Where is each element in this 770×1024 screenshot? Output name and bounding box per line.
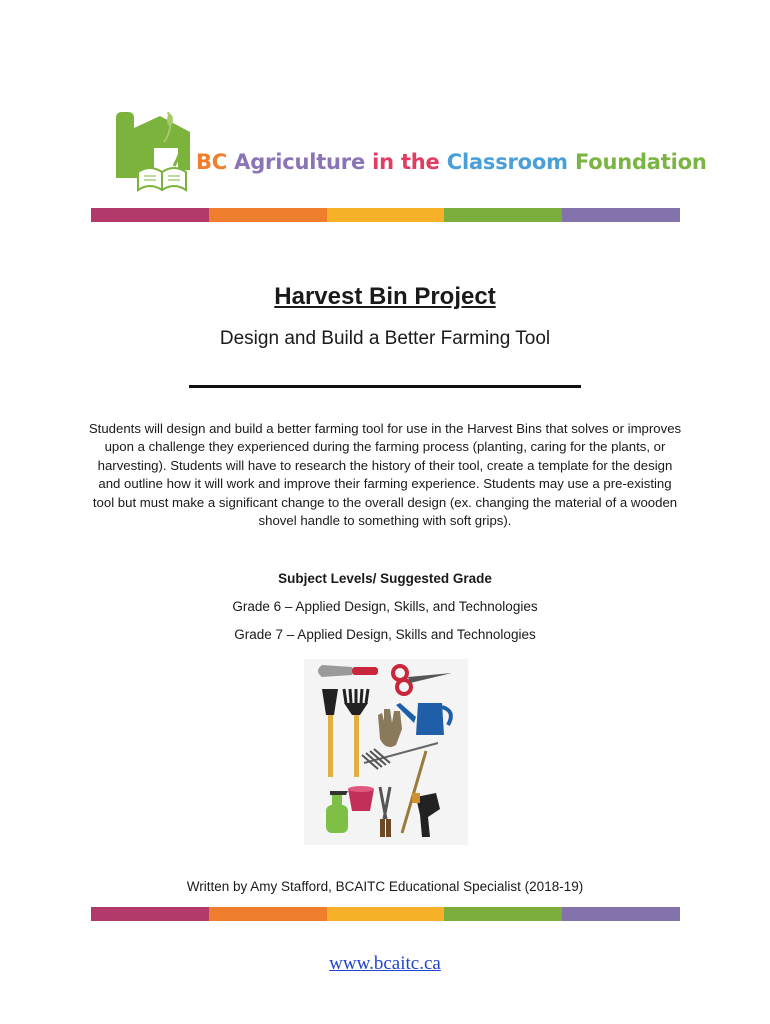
stripe-segment xyxy=(91,907,209,921)
logo-bc: BC xyxy=(196,150,228,174)
logo-foundation: Foundation xyxy=(574,150,707,174)
stripe-segment xyxy=(562,208,680,222)
subject-levels-heading: Subject Levels/ Suggested Grade xyxy=(278,571,492,586)
grade-line: Grade 6 – Applied Design, Skills, and Technologies xyxy=(232,599,538,614)
stripe-segment xyxy=(444,907,562,921)
color-stripe-top xyxy=(91,208,680,222)
stripe-segment xyxy=(562,907,680,921)
author-credit: Written by Amy Stafford, BCAITC Educational Specialist (2018-19) xyxy=(186,879,584,894)
page-subtitle: Design and Build a Better Farming Tool xyxy=(219,328,551,349)
stripe-segment xyxy=(209,208,327,222)
farming-tools-illustration xyxy=(304,659,468,845)
website-link[interactable]: www.bcaitc.ca xyxy=(329,953,441,974)
stripe-segment xyxy=(327,208,445,222)
stripe-segment xyxy=(209,907,327,921)
logo-in-the: in the xyxy=(372,150,440,174)
logo-agriculture: Agriculture xyxy=(234,150,365,174)
page-title: Harvest Bin Project xyxy=(274,283,496,310)
barn-book-icon xyxy=(116,112,190,190)
grade-line: Grade 7 – Applied Design, Skills and Technologies xyxy=(234,627,536,642)
stripe-segment xyxy=(91,208,209,222)
stripe-segment xyxy=(327,907,445,921)
color-stripe-bottom xyxy=(91,907,680,921)
logo-classroom: Classroom xyxy=(446,150,568,174)
project-description: Students will design and build a better farming tool for use in the Harvest Bins that solves or improves upon a challenge they experienced during the farming process (planting, caring for the plants, or harvesting). Students will have to research the history of their tool, create a template for the design and outline how it will work and improve their farming experience. Students may use a pre-existing tool but must make a significant change to the overall design (ex. changing the material of a wooden shovel handle to something with soft grips). xyxy=(88,421,682,529)
stripe-segment xyxy=(444,208,562,222)
logo-wordmark xyxy=(196,150,707,174)
divider-rule xyxy=(189,385,581,388)
flower-pot-icon xyxy=(348,786,374,811)
